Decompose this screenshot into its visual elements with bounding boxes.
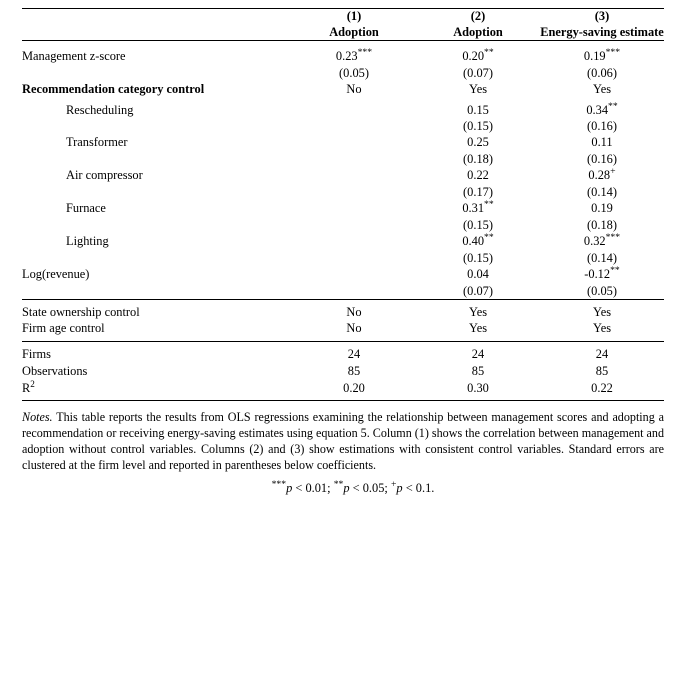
coefficient-cell: 0.34** [586, 100, 618, 117]
statistic-row [22, 380, 664, 397]
coefficient-cell: 0.20** [462, 46, 494, 63]
control-variables-block [22, 304, 664, 337]
row-label-blank [22, 118, 292, 134]
table-row [22, 167, 664, 184]
standard-error-row [22, 250, 664, 266]
row-label: Air compressor [66, 168, 143, 183]
statistic-row [22, 346, 664, 363]
row-label-blank [22, 217, 292, 233]
statistic-label: $R^2$ [22, 378, 35, 395]
statistic-value-cell: 24 [595, 347, 609, 362]
statistic-value-cell: 85 [347, 363, 361, 378]
significance-legend-text: ***p < 0.01; **p < 0.05; +p < 0.1. [271, 479, 435, 496]
standard-error-cell: (0.14) [587, 250, 617, 265]
control-row-label: Firm age control [22, 321, 105, 336]
standard-error-cell [292, 118, 416, 134]
statistic-value-cell: 0.30 [467, 380, 489, 395]
header-blank-cell [22, 9, 292, 41]
standard-error-row [22, 151, 664, 167]
statistic-value-cell: 24 [471, 347, 485, 362]
coefficient-cell [292, 233, 416, 250]
table-notes [22, 410, 664, 474]
control-value-cell: Yes [592, 321, 612, 336]
row-label: Lighting [66, 234, 109, 249]
standard-error-cell: (0.06) [587, 65, 617, 80]
standard-error-row [22, 283, 664, 300]
regression-table [22, 8, 664, 401]
standard-error-cell: (0.05) [339, 65, 369, 80]
row-label: Recommendation category control [22, 81, 205, 96]
standard-error-cell: (0.18) [463, 152, 493, 167]
standard-error-row [22, 118, 664, 134]
coefficient-cell [292, 200, 416, 217]
notes-body: This table reports the results from OLS regressions examining the relationship between management scores and adopting a recommendation or receiving energy-saving estimates using equation 5. Column (1) shows the correlation between management and adoption without control variables. Columns (2) and (3) show estimations with consistent control variables. Standard errors are clustered at the firm level and reported in parentheses below coefficients. [22, 410, 664, 473]
row-label: Management z-score [22, 49, 126, 63]
control-row-label: State ownership control [22, 304, 140, 319]
table-row [22, 81, 664, 98]
row-label-blank [22, 65, 292, 81]
column-header-2 [416, 9, 540, 41]
standard-error-row [22, 65, 664, 81]
coefficient-cell [292, 102, 416, 119]
table-header-row [22, 9, 664, 41]
standard-error-cell [292, 184, 416, 200]
row-label-blank [22, 250, 292, 266]
standard-error-cell: (0.07) [463, 283, 493, 298]
coefficient-cell: 0.25 [467, 135, 489, 150]
standard-error-cell: (0.18) [587, 217, 617, 232]
coefficient-cell: 0.15 [467, 102, 489, 117]
row-label: Transformer [66, 135, 128, 150]
standard-error-row [22, 217, 664, 233]
coefficient-cell: Yes [468, 81, 488, 96]
standard-error-cell: (0.14) [587, 185, 617, 200]
coefficient-cell: No [346, 81, 362, 96]
statistic-value-cell: 24 [347, 347, 361, 362]
column-header-3 [540, 9, 664, 41]
significance-legend [22, 481, 674, 496]
column-name-2: Adoption [453, 24, 503, 39]
statistic-value-cell: 85 [595, 363, 609, 378]
row-label: Log(revenue) [22, 266, 90, 281]
column-number-3: (3) [594, 9, 610, 23]
control-row [22, 320, 664, 337]
table-row [22, 233, 664, 250]
statistic-label: Observations [22, 363, 88, 378]
table-row [22, 102, 664, 119]
control-value-cell: No [346, 321, 362, 336]
statistics-block [22, 346, 664, 396]
standard-error-cell [292, 283, 416, 300]
coefficient-cell [292, 266, 416, 283]
standard-error-cell: (0.05) [587, 283, 617, 298]
statistic-value-cell: 0.22 [591, 380, 613, 395]
control-value-cell: Yes [468, 321, 488, 336]
coefficient-cell: 0.32*** [583, 231, 621, 249]
statistic-value-cell: 85 [471, 363, 485, 378]
coefficient-cell: 0.11 [591, 135, 613, 150]
coefficient-cell [292, 167, 416, 184]
standard-error-cell: (0.16) [587, 119, 617, 134]
row-label-blank [22, 151, 292, 167]
coefficient-cell: 0.40** [462, 231, 494, 249]
row-label-blank [22, 283, 292, 300]
standard-error-cell [292, 217, 416, 233]
standard-error-cell [292, 151, 416, 167]
column-name-1: Adoption [329, 24, 379, 39]
coefficient-cell: 0.23*** [335, 46, 373, 63]
table-body [22, 48, 664, 299]
column-name-3: Energy-saving estimate [540, 24, 664, 39]
standard-error-cell: (0.15) [463, 250, 493, 265]
control-value-cell: No [346, 304, 362, 319]
coefficient-cell: 0.04 [467, 266, 489, 281]
coefficient-cell: Yes [592, 81, 612, 96]
control-value-cell: Yes [592, 304, 612, 319]
table-row [22, 266, 664, 283]
standard-error-cell [292, 250, 416, 266]
coefficient-cell [292, 134, 416, 151]
table-bottom-rule [22, 401, 664, 402]
row-label-blank [22, 184, 292, 200]
coefficient-cell: -0.12** [584, 264, 620, 281]
row-label: Rescheduling [66, 102, 134, 117]
standard-error-cell: (0.07) [463, 65, 493, 80]
coefficient-cell: 0.19*** [583, 46, 621, 63]
column-number-2: (2) [470, 9, 486, 23]
control-value-cell: Yes [468, 304, 488, 319]
statistic-label: Firms [22, 347, 51, 362]
row-label: Furnace [66, 201, 106, 216]
header-spacer [22, 41, 664, 48]
table-row [22, 200, 664, 217]
coefficient-cell: 0.31** [462, 199, 494, 216]
standard-error-cell: (0.15) [463, 119, 493, 134]
statistic-row [22, 363, 664, 380]
coefficient-cell: 0.22 [467, 168, 489, 183]
coefficient-cell: 0.28+ [588, 166, 616, 183]
table-row [22, 134, 664, 151]
column-header-1 [292, 9, 416, 41]
standard-error-cell: (0.16) [587, 152, 617, 167]
standard-error-cell: (0.15) [463, 217, 493, 232]
statistic-value-cell: 0.20 [343, 380, 365, 395]
standard-error-cell: (0.17) [463, 185, 493, 200]
standard-error-row [22, 184, 664, 200]
coefficient-cell: 0.19 [591, 201, 613, 216]
table-row [22, 48, 664, 65]
notes-title: Notes. [22, 410, 53, 425]
control-row [22, 304, 664, 321]
column-number-1: (1) [346, 9, 362, 23]
